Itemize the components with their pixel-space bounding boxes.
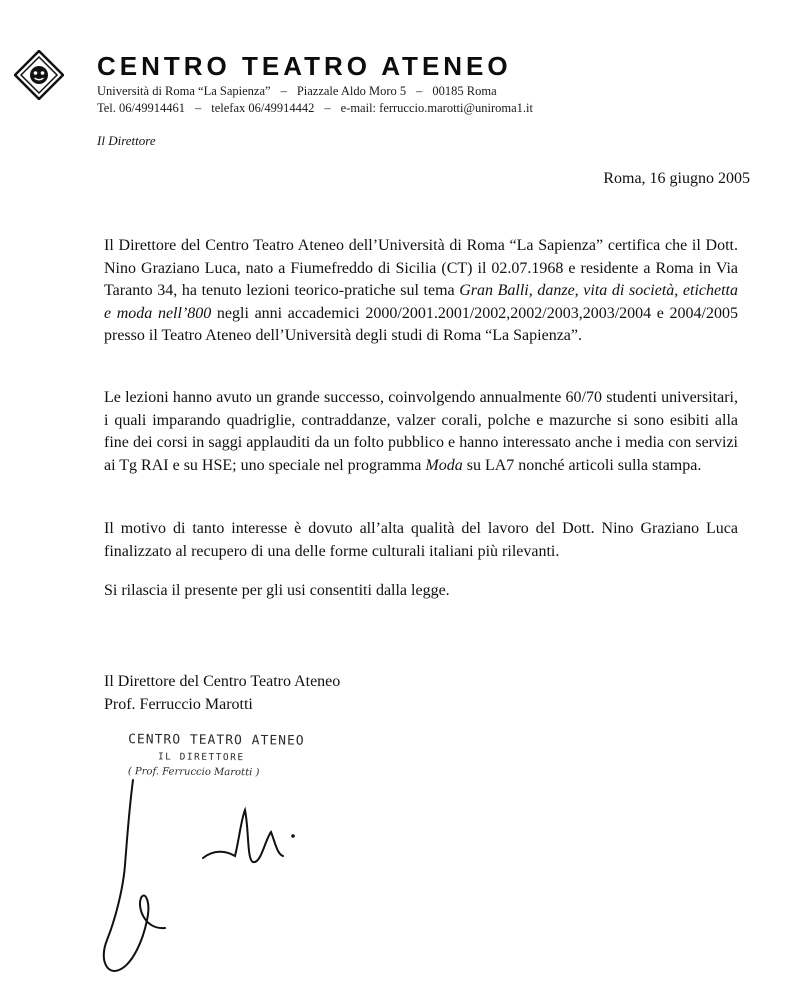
paragraph-text: su LA7 nonché articoli sulla stampa. <box>462 456 702 474</box>
paragraph-text: Il Direttore del Centro Teatro Ateneo dell’Università di Roma “La Sapienza” certifica che il Dott. Nino Graziano Luca, nato a Fiumefreddo di Sicilia (CT) il 02.07.1968 e residente a Roma in Via Taranto 34, ha tenuto lezioni teorico-pratiche sul tema <box>104 237 738 299</box>
stamp-name: ( Prof. Ferruccio Marotti ) <box>127 766 260 779</box>
address-street: Piazzale Aldo Moro 5 <box>296 84 407 98</box>
program-name: Moda <box>425 456 463 474</box>
closing-title: Il Direttore del Centro Teatro Ateneo <box>104 673 341 690</box>
sender-label: Il Direttore <box>97 133 156 148</box>
separator: – <box>416 84 423 98</box>
stamp-role: IL DIRETTORE <box>157 751 245 764</box>
closing-block <box>104 671 340 716</box>
email-address: e-mail: ferruccio.marotti@uniroma1.it <box>340 101 533 115</box>
phone-number: Tel. 06/49914461 <box>97 101 186 115</box>
paragraph-text: Si rilascia il presente per gli usi consentiti dalla legge. <box>104 582 450 599</box>
paragraph-certification <box>104 235 738 348</box>
handwritten-signature <box>85 770 315 990</box>
closing-signatory: Prof. Ferruccio Marotti <box>104 695 253 713</box>
organization-name: CENTRO TEATRO ATENEO <box>97 51 512 81</box>
paragraph-text: negli anni accademici 2000/2001.2001/2002,2002/2003,2003/2004 e 2004/2005 presso il Teatro Ateneo dell’Università degli studi di Roma “La Sapienza”. <box>104 304 738 344</box>
address-university: Università di Roma “La Sapienza” <box>97 84 271 98</box>
letter-date: Roma, 16 giugno 2005 <box>603 170 750 187</box>
address-line <box>97 84 497 99</box>
separator: – <box>280 84 287 98</box>
separator: – <box>195 101 202 115</box>
fax-number: telefax 06/49914442 <box>211 101 315 115</box>
paragraph-text: Le lezioni hanno avuto un grande successo, coinvolgendo annualmente 60/70 studenti universitari, i quali imparando quadriglie, contraddanze, valzer corali, polche e mazurche si sono esibiti alla fine dei corsi in saggi applauditi da un folto pubblico e hanno interessato anche i media con servizi ai Tg RAI e su HSE; uno speciale nel programma <box>104 389 738 474</box>
contact-line <box>97 101 533 116</box>
address-zip: 00185 Roma <box>432 84 497 98</box>
separator: – <box>324 101 331 115</box>
paragraph-success <box>104 387 738 477</box>
paragraph-interest <box>104 518 738 563</box>
paragraph-text: Il motivo di tanto interesse è dovuto all’alta qualità del lavoro del Dott. Nino Graziano Luca finalizzato al recupero di una delle forme culturali italiani più rilevanti. <box>104 520 738 560</box>
theatre-mask-diamond-logo <box>14 50 64 100</box>
course-title: Gran Balli, danze, vita di società, etichetta e moda nell’800 <box>104 282 738 322</box>
paragraph-release <box>104 580 738 603</box>
stamp-org: CENTRO TEATRO ATENEO <box>128 732 305 749</box>
